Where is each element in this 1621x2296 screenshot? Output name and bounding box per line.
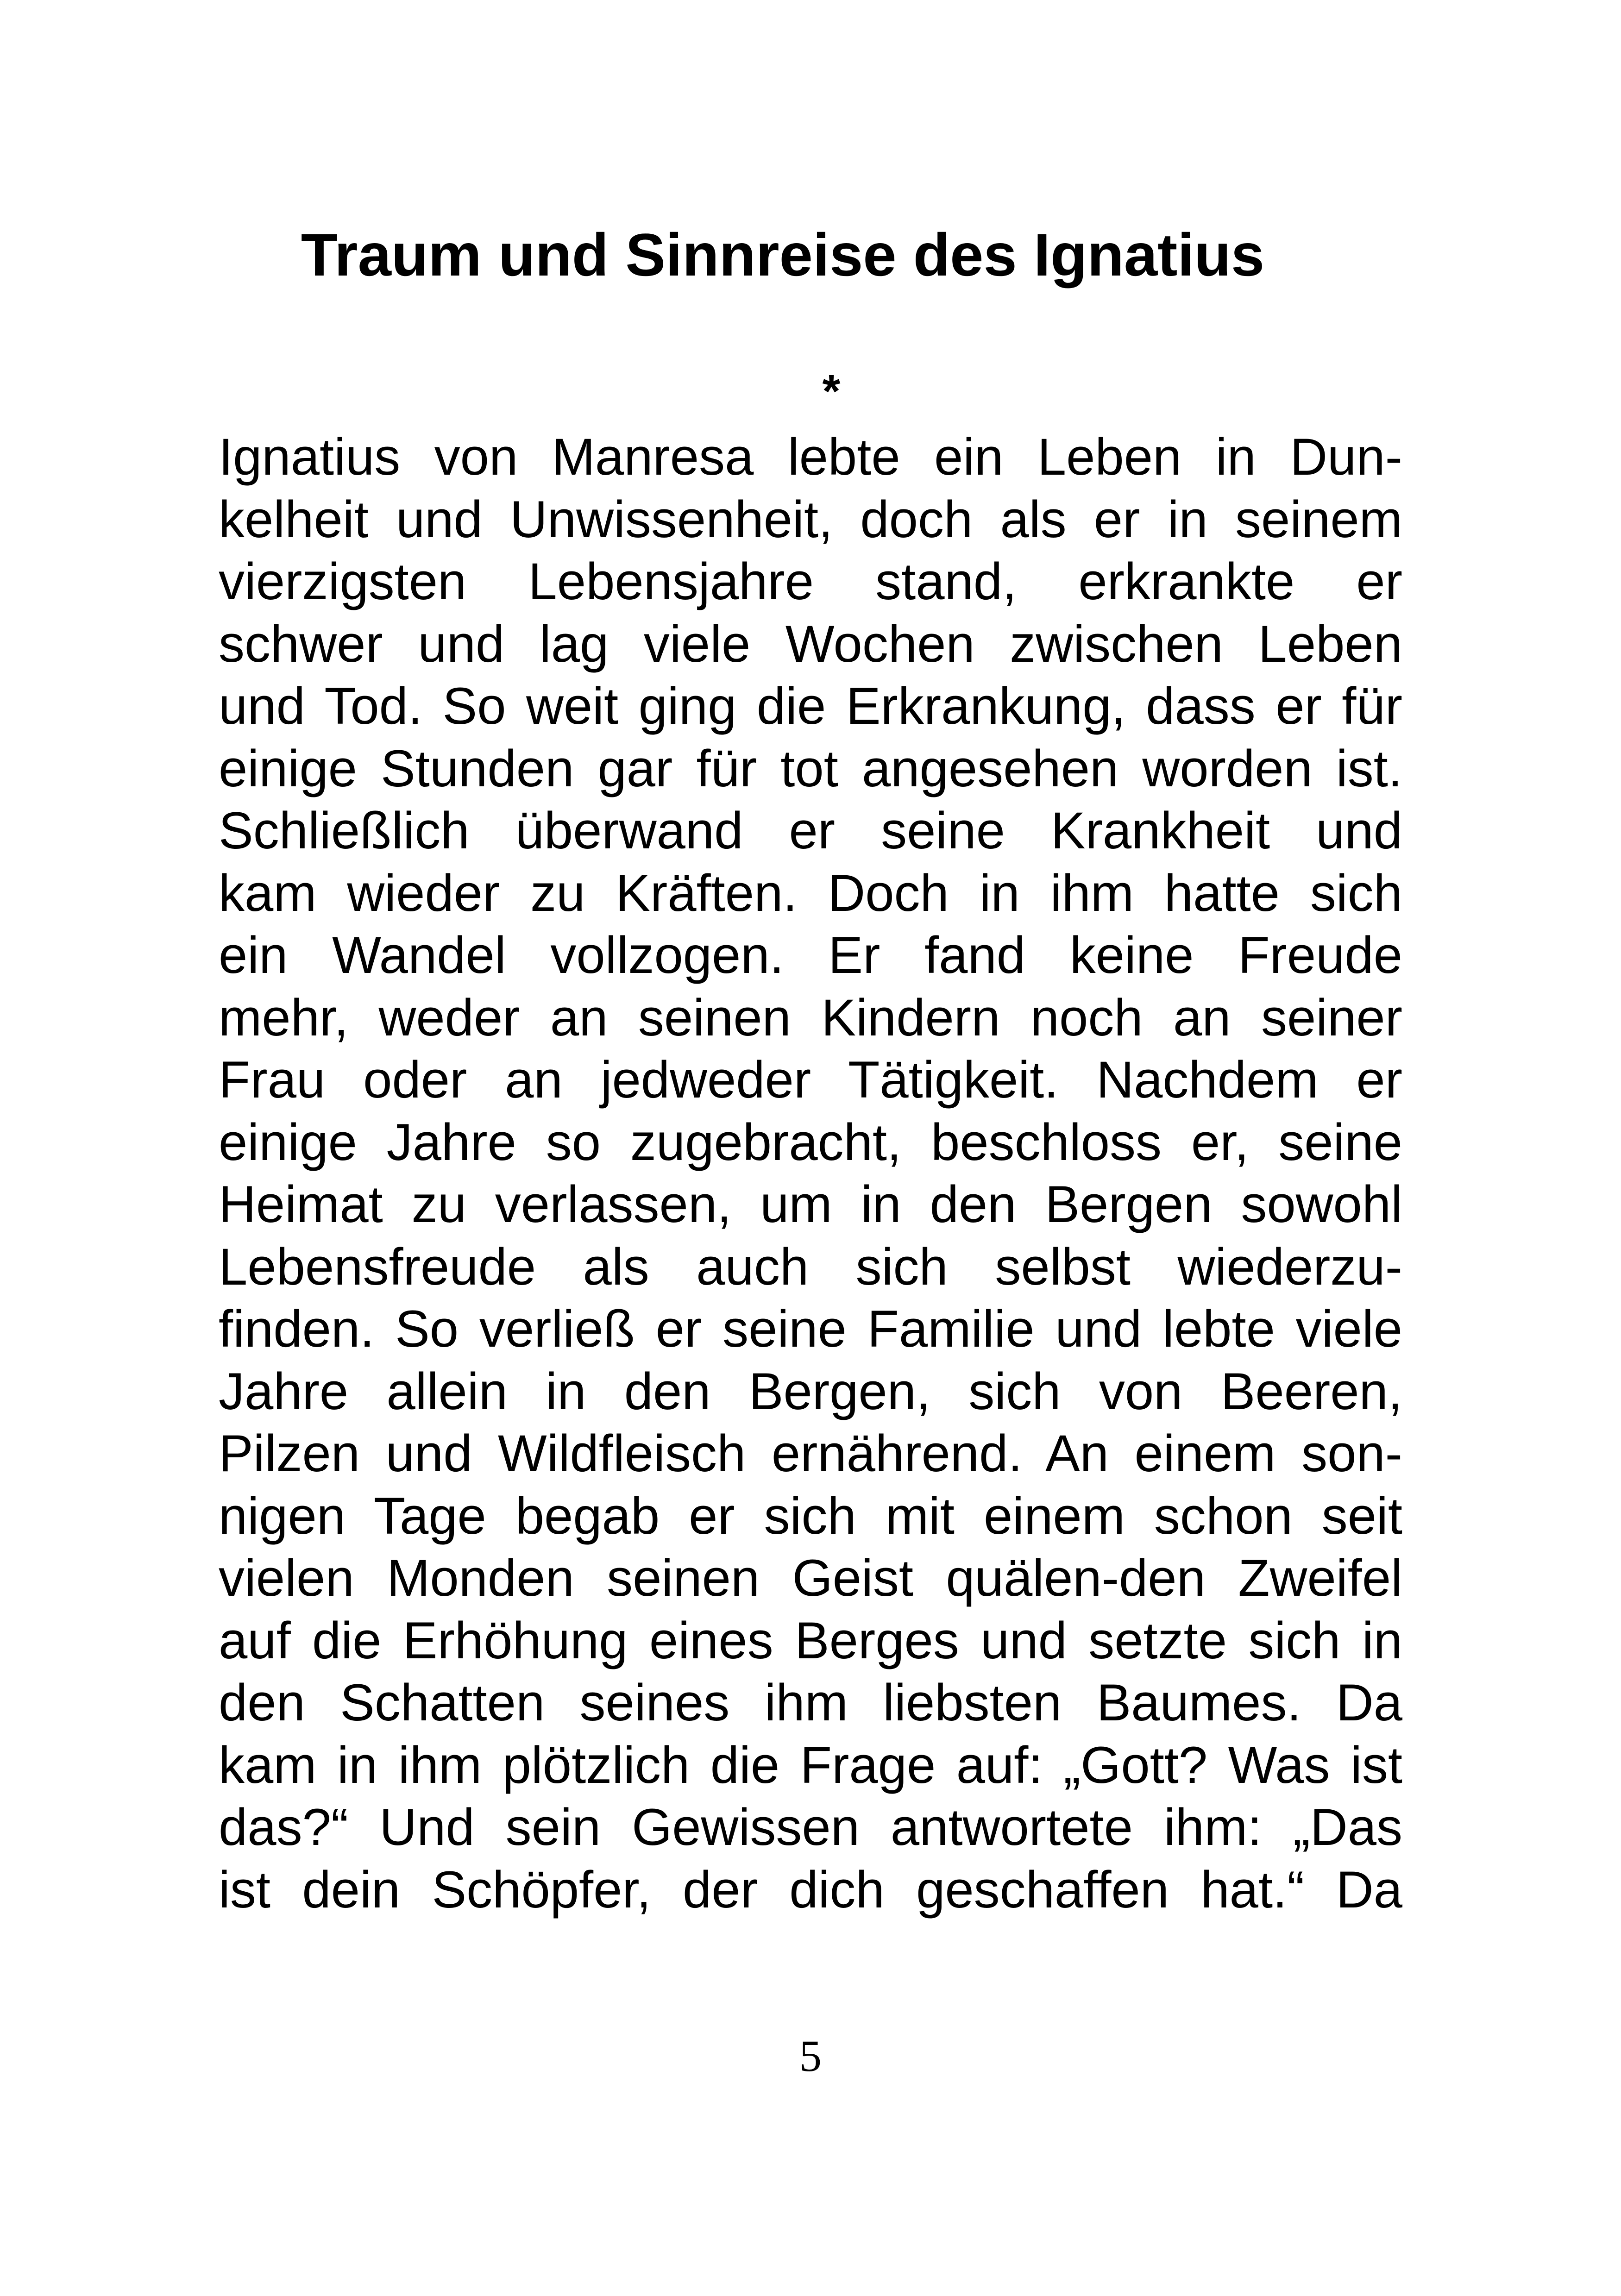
text-line: den Schatten seines ihm liebsten Baumes. Da [219, 1674, 1402, 1731]
text-line: nigen Tage begab er sich mit einem schon seit [219, 1487, 1402, 1545]
body-paragraph [219, 426, 1402, 1921]
text-line: Frau oder an jedweder Tätigkeit. Nachdem er [219, 1051, 1402, 1109]
text-line: Ignatius von Manresa lebte ein Leben in Dun- [219, 428, 1402, 486]
text-line: mehr, weder an seinen Kindern noch an seiner [219, 988, 1402, 1047]
text-line: kelheit und Unwissenheit, doch als er in seinem [219, 490, 1402, 548]
text-line: einige Jahre so zugebracht, beschloss er, seine [219, 1113, 1402, 1171]
text-line: vielen Monden seinen Geist quälen-den Zweifel [219, 1549, 1402, 1607]
text-line: das?“ Und sein Gewissen antwortete ihm: „Das [219, 1798, 1402, 1856]
text-line: Lebensfreude als auch sich selbst wiederzu- [219, 1237, 1402, 1296]
text-line: vierzigsten Lebensjahre stand, erkrankte er [219, 552, 1402, 610]
page-number: 5 [799, 2031, 822, 2081]
text-line: finden. So verließ er seine Familie und lebte viele [219, 1300, 1402, 1358]
text-line: kam wieder zu Kräften. Doch in ihm hatte sich [219, 864, 1402, 922]
text-line: Schließlich überwand er seine Krankheit und [219, 802, 1402, 859]
text-line: auf die Erhöhung eines Berges und setzte sich in [219, 1611, 1402, 1669]
text-line: Pilzen und Wildfleisch ernährend. An einem son- [219, 1424, 1402, 1482]
text-line: Heimat zu verlassen, um in den Bergen sowohl [219, 1175, 1402, 1233]
text-line: kam in ihm plötzlich die Frage auf: „Gott? Was ist [219, 1736, 1402, 1794]
text-line: einige Stunden gar für tot angesehen worden ist. [219, 739, 1402, 797]
chapter-title: Traum und Sinnreise des Ignatius [301, 221, 1265, 289]
section-separator: * [822, 365, 841, 417]
text-line: ist dein Schöpfer, der dich geschaffen hat.“ Da [219, 1860, 1402, 1919]
text-line: und Tod. So weit ging die Erkrankung, dass er für [219, 677, 1402, 735]
text-line: schwer und lag viele Wochen zwischen Leben [219, 615, 1402, 673]
text-line: Jahre allein in den Bergen, sich von Beeren, [219, 1362, 1402, 1420]
text-line: ein Wandel vollzogen. Er fand keine Freude [219, 926, 1402, 984]
